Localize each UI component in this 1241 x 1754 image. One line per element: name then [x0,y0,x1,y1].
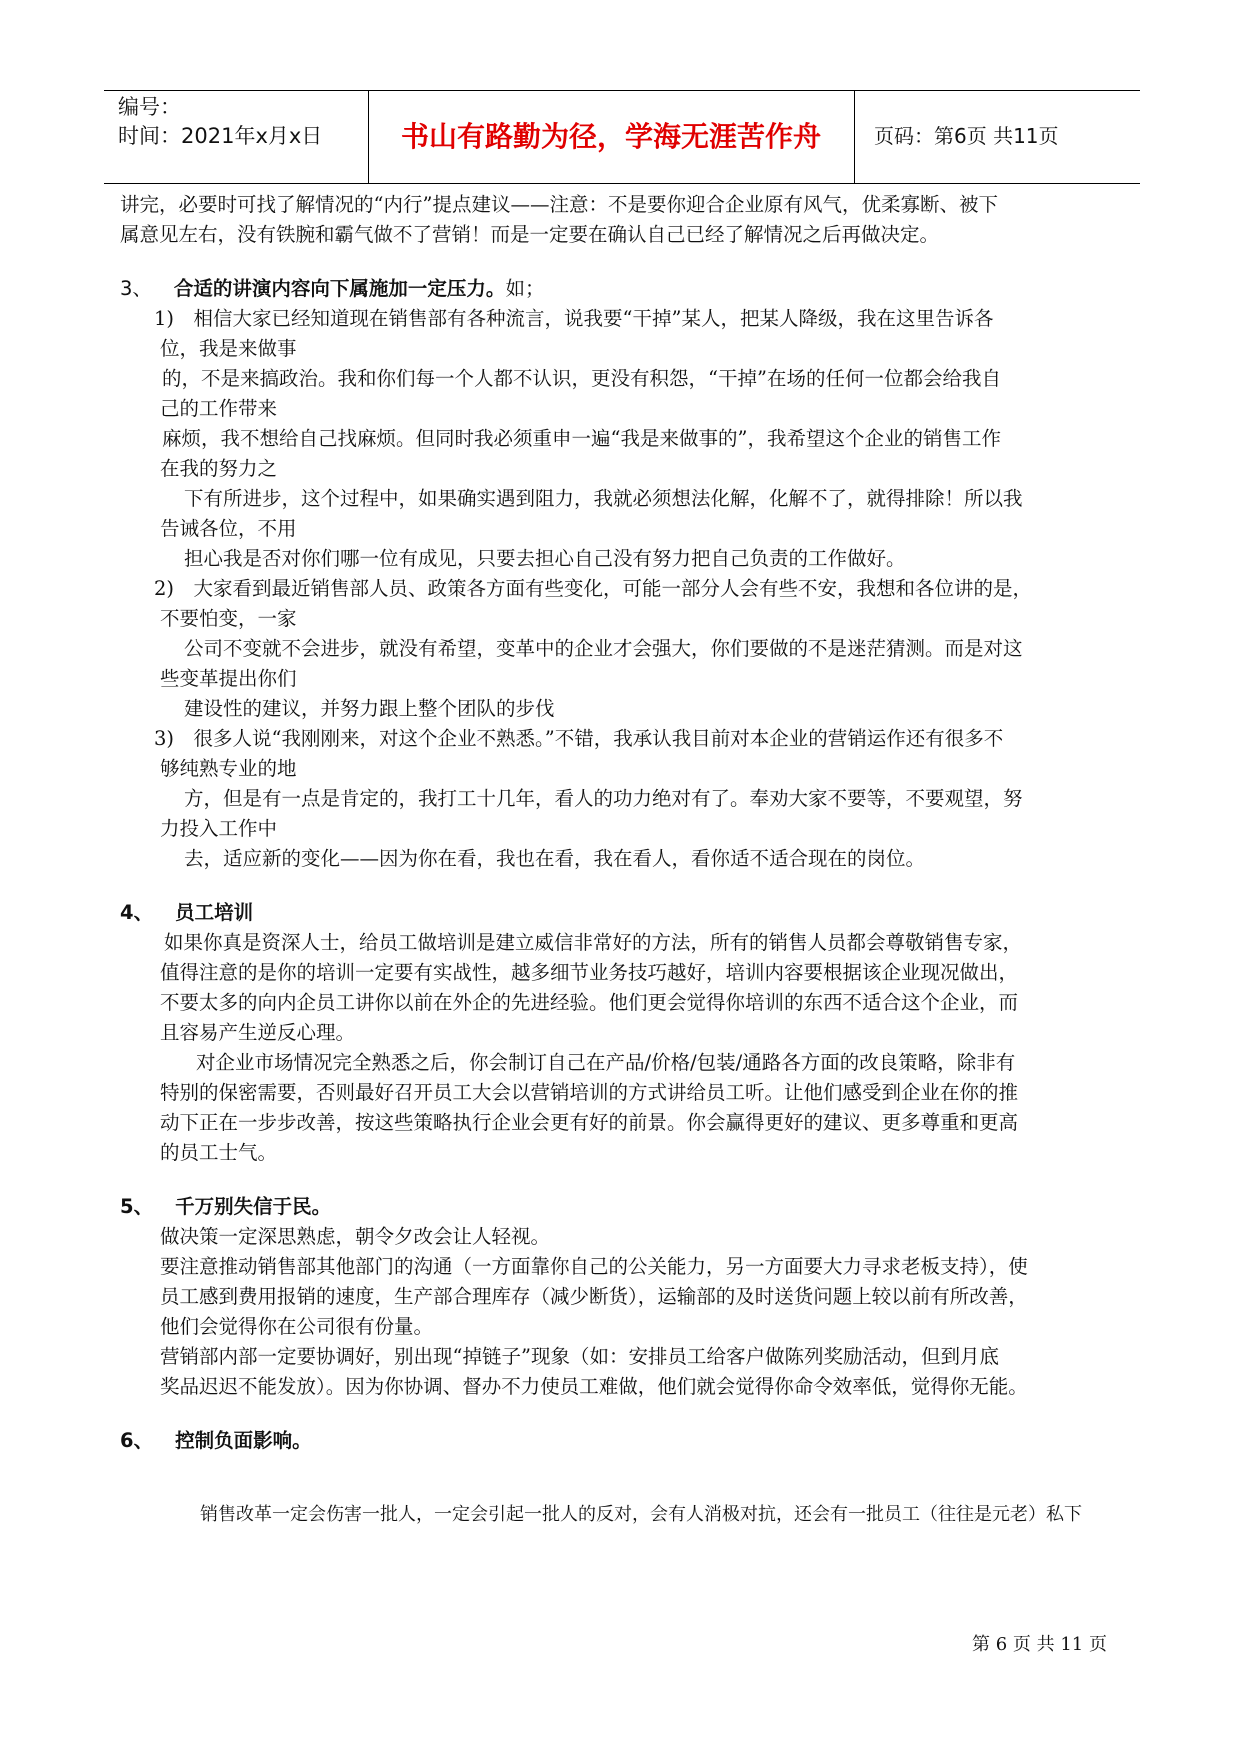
paragraph-line: 己的工作带来 [160,397,278,420]
paragraph-line: 些变革提出你们 [160,667,297,690]
header-meta [118,93,368,151]
page-header [104,90,1140,184]
paragraph-line: 力投入工作中 [160,817,278,840]
section-title: 千万别失信于民。 [175,1195,332,1218]
list-item-3: 3) 很多人说“我刚刚来，对这个企业不熟悉。”不错，我承认我目前对本企业的营销运作还有很多不 [154,727,1004,750]
paragraph-line: 在我的努力之 [160,457,278,480]
paragraph-line: 公司不变就不会进步，就没有希望，变革中的企业才会强大，你们要做的不是迷茫猜测。而是对这 [184,637,1023,660]
paragraph-line: 营销部内部一定要协调好，别出现“掉链子”现象（如：安排员工给客户做陈列奖励活动，但到月底 [160,1345,999,1368]
paragraph-line: 做决策一定深思熟虑，朝令夕改会让人轻视。 [160,1225,551,1248]
paragraph-line: 位，我是来做事 [160,337,297,360]
section-4-heading [120,898,253,928]
header-page-number: 页码：第6页 共11页 [874,124,1059,148]
paragraph-line: 告诫各位，不用 [160,517,297,540]
paragraph-line: 且容易产生逆反心理。 [160,1021,356,1044]
paragraph-line: 不要太多的向内企员工讲你以前在外企的先进经验。他们更会觉得你培训的东西不适合这个企业，而 [160,991,1019,1014]
header-motto: 书山有路勤为径，学海无涯苦作舟 [400,120,821,153]
paragraph-line: 的员工士气。 [160,1141,278,1164]
paragraph-line: 讲完，必要时可找了解情况的“内行”提点建议——注意：不是要你迎合企业原有风气，优柔寡断、被下 [120,193,998,216]
paragraph-line: 如果你真是资深人士，给员工做培训是建立威信非常好的方法，所有的销售人员都会尊敬销售专家， [164,931,1023,954]
section-title: 控制负面影响。 [175,1429,312,1452]
paragraph-line: 建设性的建议，并努力跟上整个团队的步伐 [184,697,555,720]
paragraph-line: 下有所进步，这个过程中，如果确实遇到阻力，我就必须想法化解，化解不了，就得排除！所以我 [184,487,1023,510]
paragraph-line: 销售改革一定会伤害一批人，一定会引起一批人的反对，会有人消极对抗，还会有一批员工（往往是元老）私下 [200,1504,1082,1525]
list-item-1: 1) 相信大家已经知道现在销售部有各种流言，说我要“干掉”某人，把某人降级，我在这里告诉各 [154,307,994,330]
section-title: 员工培训 [175,901,254,924]
section-5-heading [120,1192,331,1222]
section-number: 6、 [120,1429,154,1452]
paragraph-line: 员工感到费用报销的速度，生产部合理库存（减少断货），运输部的及时送货问题上较以前有所改善， [160,1285,1028,1308]
paragraph-line: 方，但是有一点是肯定的，我打工十几年，看人的功力绝对有了。奉劝大家不要等，不要观望，努 [184,787,1023,810]
list-item-2: 2) 大家看到最近销售部人员、政策各方面有些变化，可能一部分人会有些不安，我想和各位讲的是， [154,577,1033,600]
paragraph-line: 动下正在一步步改善，按这些策略执行企业会更有好的前景。你会赢得更好的建议、更多尊重和更高 [160,1111,1019,1134]
section-number: 3、 [120,277,152,300]
paragraph-line: 特别的保密需要，否则最好召开员工大会以营销培训的方式讲给员工听。让他们感受到企业在你的推 [160,1081,1019,1104]
section-title: 合适的讲演内容向下属施加一定压力。 [173,277,506,300]
paragraph-line: 不要怕变，一家 [160,607,297,630]
paragraph-line: 属意见左右，没有铁腕和霸气做不了营销！而是一定要在确认自己已经了解情况之后再做决定。 [120,223,940,246]
paragraph-line: 要注意推动销售部其他部门的沟通（一方面靠你自己的公关能力，另一方面要大力寻求老板支持），使 [160,1255,1028,1278]
paragraph-line: 麻烦，我不想给自己找麻烦。但同时我必须重申一遍“我是来做事的”，我希望这个企业的销售工作 [162,427,1001,450]
time-label: 时间：2021年x月x日 [118,124,323,148]
page-footer: 第 6 页 共 11 页 [972,1634,1107,1655]
section-3-heading [120,274,544,304]
section-intro: 如； [505,277,545,300]
section-number: 5、 [120,1195,154,1218]
section-6-heading [120,1426,312,1456]
paragraph-line: 值得注意的是你的培训一定要有实战性，越多细节业务技巧越好，培训内容要根据该企业现况做出， [160,961,1019,984]
paragraph-line: 担心我是否对你们哪一位有成见，只要去担心自己没有努力把自己负责的工作做好。 [184,547,906,570]
paragraph-line: 奖品迟迟不能发放）。因为你协调、督办不力使员工难做，他们就会觉得你命令效率低，觉得你无能。 [160,1375,1028,1398]
paragraph-line: 的，不是来搞政治。我和你们每一个人都不认识，更没有积怨，“干掉”在场的任何一位都会给我自 [162,367,1001,390]
paragraph-line: 去，适应新的变化——因为你在看，我也在看，我在看人，看你适不适合现在的岗位。 [184,847,926,870]
section-number: 4、 [120,901,154,924]
doc-number-label: 编号： [118,95,181,119]
paragraph-line: 够纯熟专业的地 [160,757,297,780]
header-divider-right [854,91,855,183]
paragraph-line: 对企业市场情况完全熟悉之后，你会制订自己在产品/价格/包装/通路各方面的改良策略，除非有 [196,1051,1016,1074]
paragraph-line: 他们会觉得你在公司很有份量。 [160,1315,434,1338]
